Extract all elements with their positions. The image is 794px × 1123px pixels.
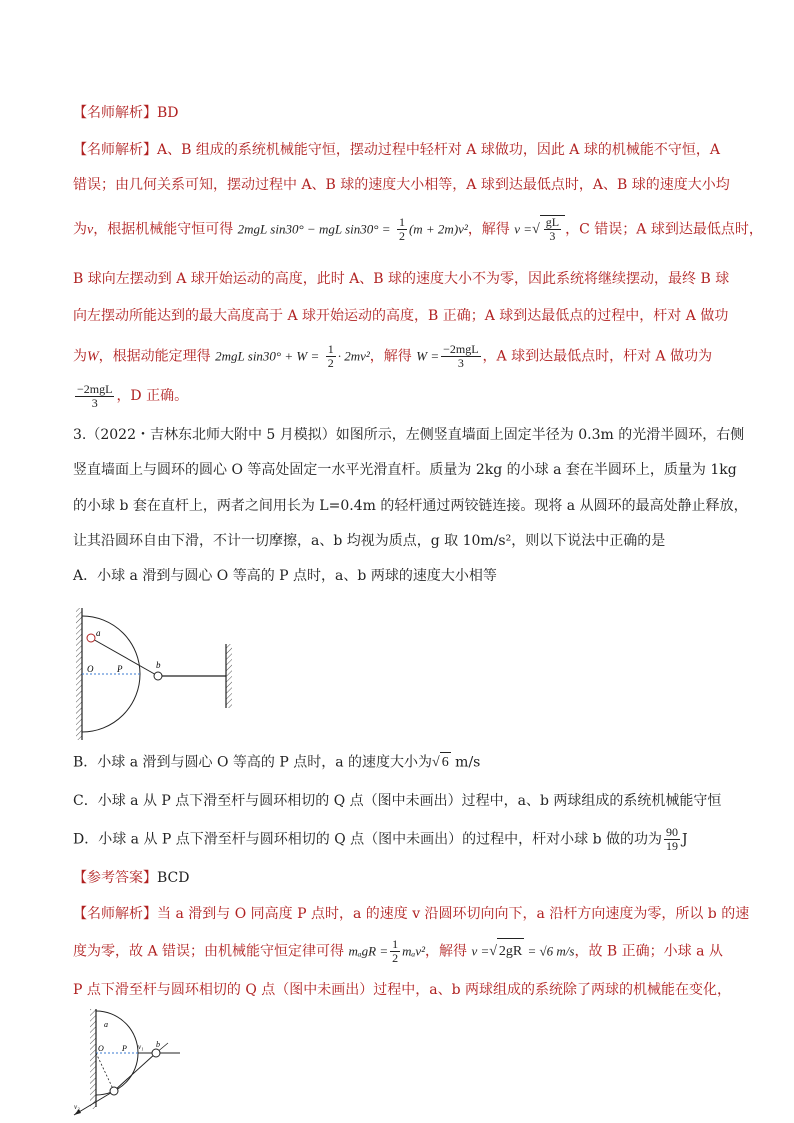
analysis1-line1: 【名师解析】A、B 组成的系统机械能守恒，摆动过程中轻杆对 A 球做功，因此 A 球的机械能不守恒，A	[73, 142, 720, 158]
option-c: C．小球 a 从 P 点下滑至杆与圆环相切的 Q 点（图中未画出）过程中，a、b 两球组成的系统机械能守恒	[73, 793, 722, 809]
fig2-label-b: b	[156, 1040, 160, 1049]
fig1-label-a: a	[96, 628, 101, 638]
analysis1-line4: B 球向左摆动到 A 球开始运动的高度，此时 A、B 球的速度大小不为零，因此系统将继续摆动，最终 B 球	[73, 271, 730, 287]
analysis1-line2: 错误；由几何关系可知，摆动过程中 A、B 球的速度大小相等，A 球到达最低点时，A、B 球的速度大小均	[73, 177, 730, 193]
answer-value: BD	[157, 105, 179, 121]
fig1-label-b: b	[156, 660, 161, 670]
q3-line1: 3.（2022・吉林东北师大附中 5 月模拟）如图所示，左侧竖直墙面上固定半径为 0.3m 的光滑半圆环，右侧	[73, 427, 745, 443]
analysis1-line5: 向左摆动所能达到的最大高度高于 A 球开始运动的高度，B 正确；A 球到达最低点的过程中，杆对 A 做功	[73, 308, 729, 324]
analysis2-line1: 【名师解析】当 a 滑到与 O 同高度 P 点时，a 的速度 v 沿圆环切向向下，a 沿杆方向速度为零，所以 b 的速	[73, 906, 750, 922]
analysis1-line7: $\frac{\text{−2mgL}}{3}$ ，D 正确。	[77, 381, 189, 410]
analysis2-line3: P 点下滑至杆与圆环相切的 Q 点（图中未画出）过程中，a、b 两球组成的系统除了两球的机械能在变化，	[73, 982, 732, 998]
fig2-label-P: P	[122, 1044, 127, 1053]
fig2-label-v1: v₁	[138, 1043, 144, 1051]
fig1-label-P: P	[117, 664, 123, 674]
figure-velocity-decomposition	[70, 1007, 200, 1119]
q3-line4: 让其沿圆环自由下滑，不计一切摩擦，a、b 均视为质点，g 取 10m/s²，则以下说法中正确的是	[73, 533, 666, 549]
ref-answer-line: 【参考答案】BCD	[73, 870, 190, 886]
answer-tag: 【名师解析】	[73, 105, 157, 121]
q3-line2: 竖直墙面上与圆环的圆心 O 等高处固定一水平光滑直杆。质量为 2kg 的小球 a 套在半圆环上，质量为 1kg	[73, 462, 737, 478]
option-b: B．小球 a 滑到与圆心 O 等高的 P 点时，a 的速度大小为√ 6 m/s	[73, 752, 480, 773]
option-d: D．小球 a 从 P 点下滑至杆与圆环相切的 Q 点（图中未画出）的过程中，杆对小球 b 做的功为 $\frac{90}{19}$ J	[73, 825, 688, 853]
analysis-tag: 【名师解析】	[73, 142, 157, 158]
answer-line	[73, 103, 179, 123]
fig2-label-a: a	[104, 1020, 108, 1029]
analysis1-line3: 为v，根据机械能守恒可得 2mgL sin30° − mgL sin30° = $\frac{1}{2}$ (m + 2m)v²，解得 v =√ $\frac{gL}{3}$ ，C 错误；A 球到达最低点时，	[73, 215, 763, 244]
q3-line3: 的小球 b 套在直杆上，两者之间用长为 L=0.4m 的轻杆通过两铰链连接。现将 a 从圆环的最高处静止释放，	[73, 498, 748, 514]
analysis1-line6: 为W，根据动能定理得 2mgL sin30° + W = $\frac{1}{2}$ · 2mv²，解得 W = $\frac{\text{−2mgL}}{3}$ ，A 球到达最低点时，杆对 A 做功为	[73, 342, 713, 370]
fig1-label-O: O	[87, 664, 94, 674]
fig2-label-O: O	[98, 1044, 104, 1053]
option-a: A．小球 a 滑到与圆心 O 等高的 P 点时，a、b 两球的速度大小相等	[73, 568, 497, 584]
fig2-label-v2: v₂	[74, 1103, 80, 1111]
analysis2-line2: 度为零，故 A 错误；由机械能守恒定律可得 mₐgR = $\frac{1}{2}$ mₐv²，解得 v =√ 2gR = √6 m/s，故 B 正确；小球 a 从	[73, 937, 723, 965]
figure-semicircle-rod	[70, 606, 240, 742]
